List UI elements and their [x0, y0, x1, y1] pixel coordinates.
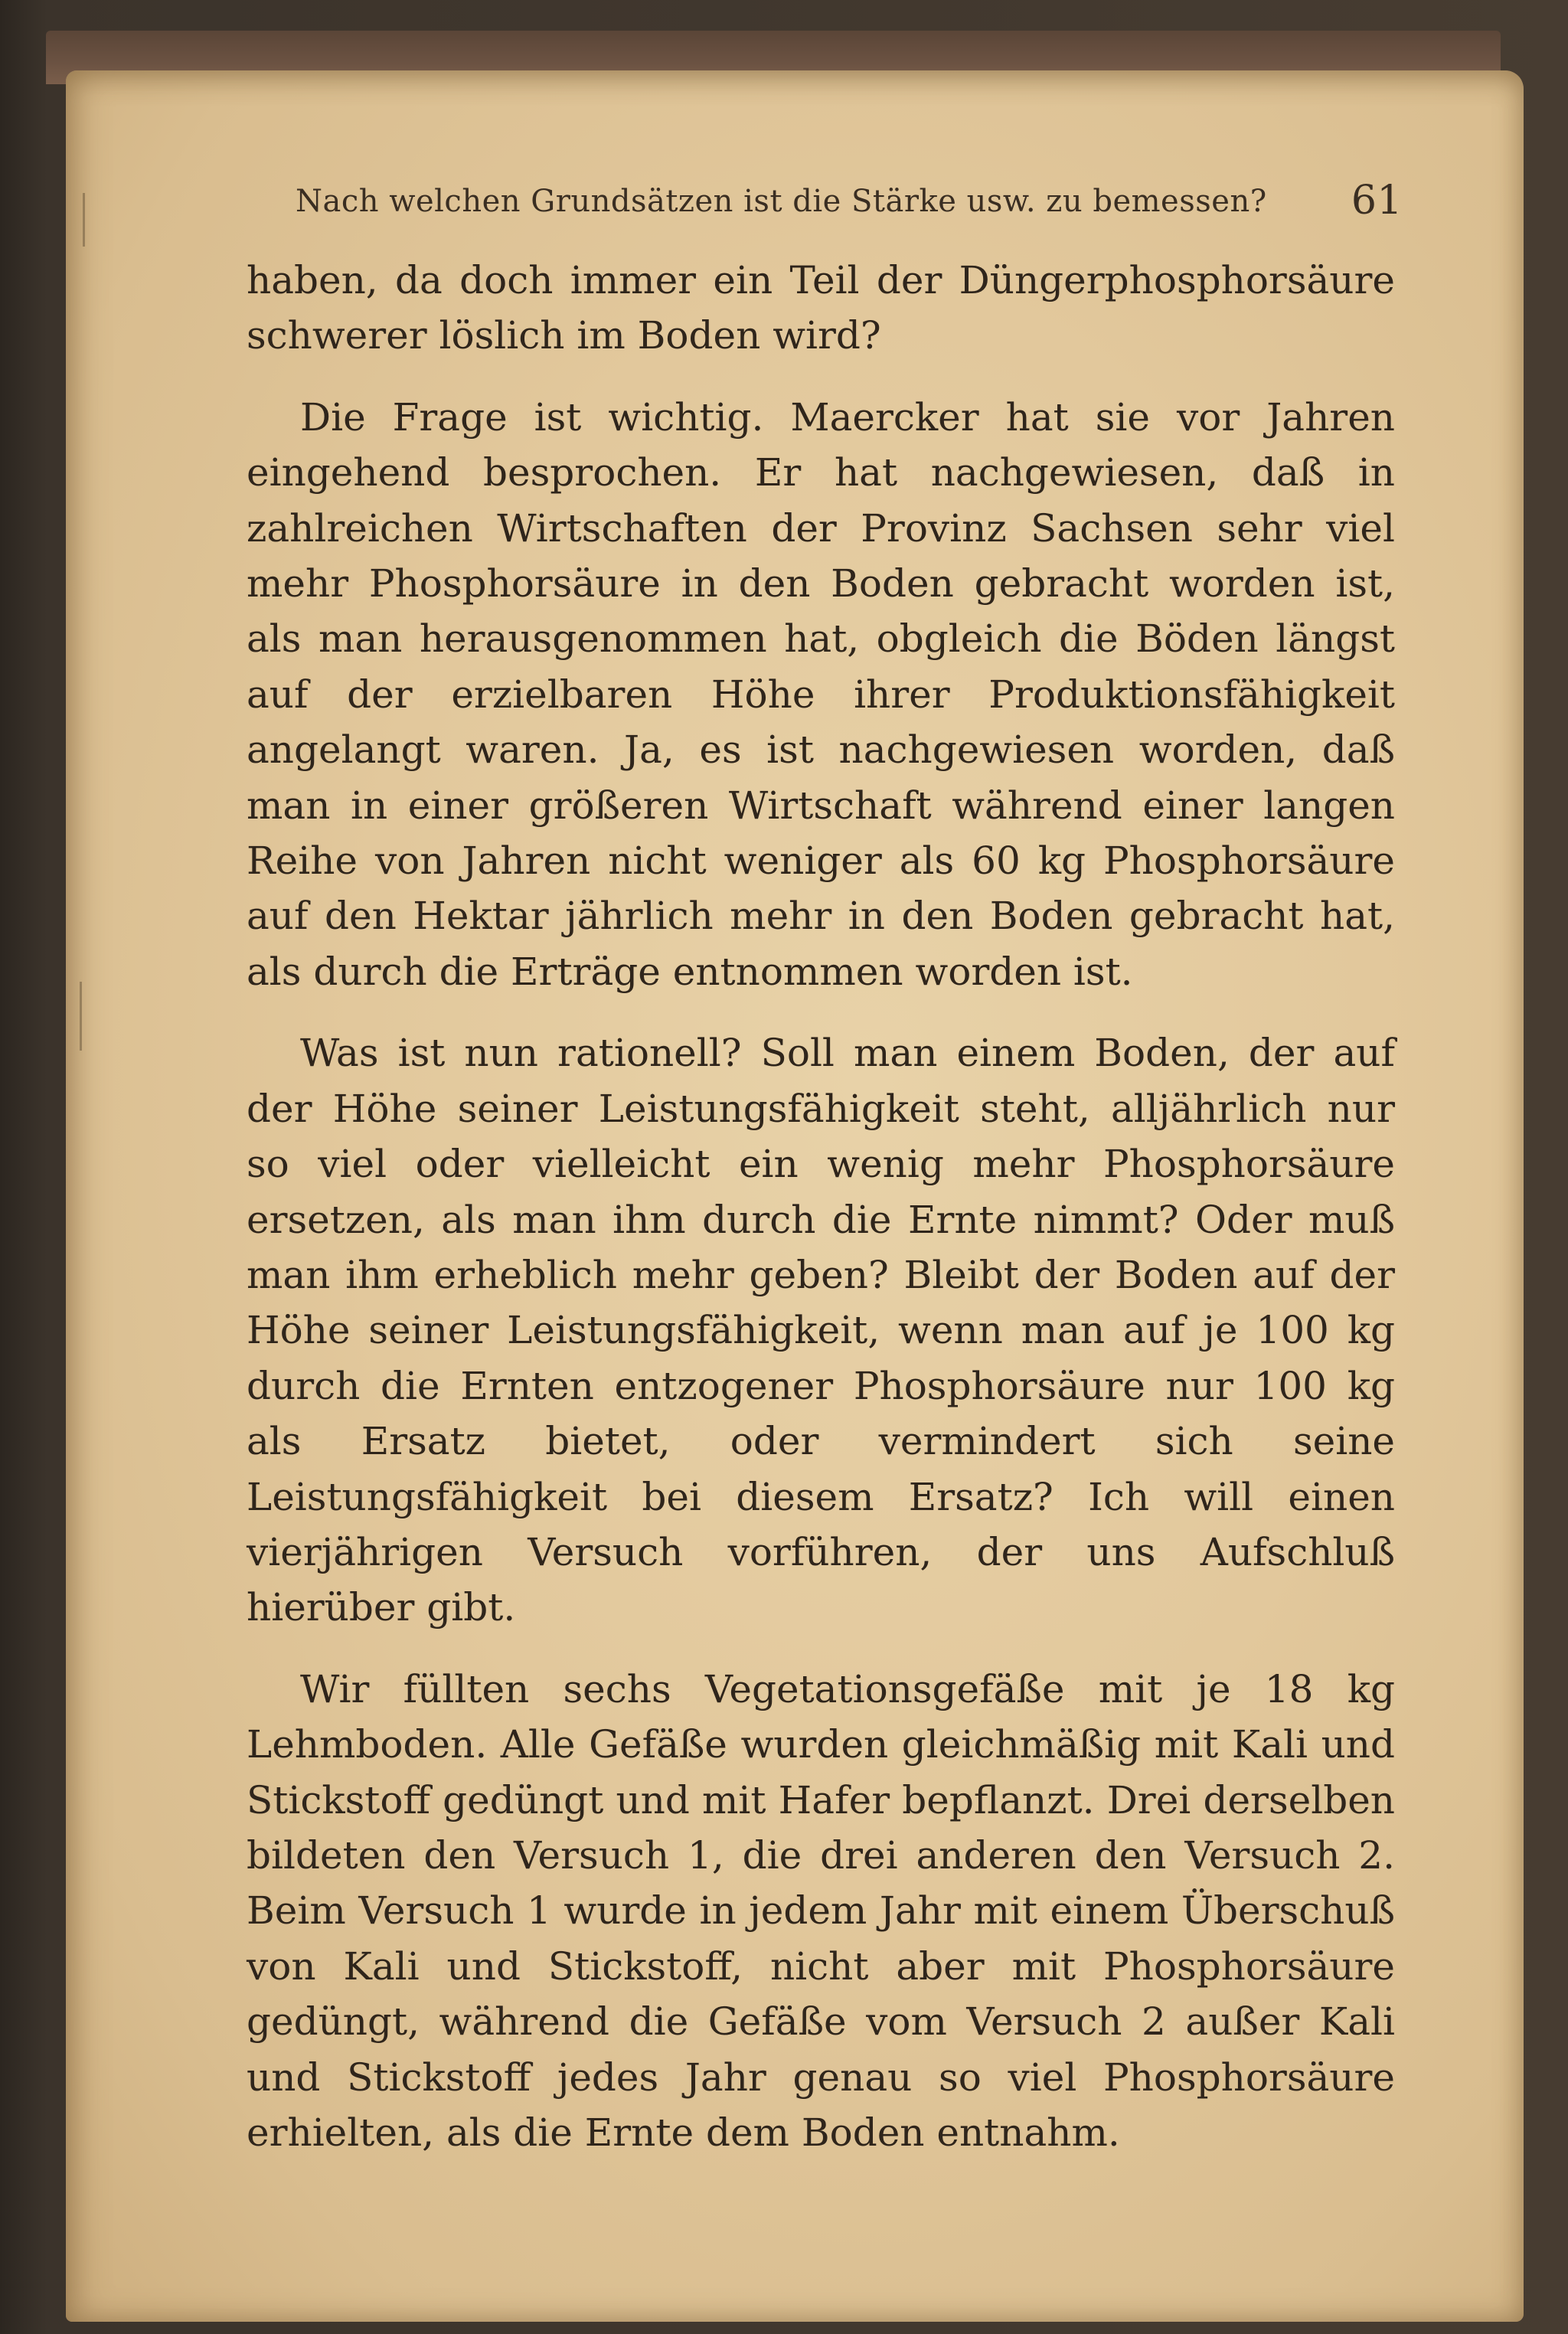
paragraph: Was ist nun rationell? Soll man einem Boden, der auf der Höhe seiner Leistungsfähigkeit steht, alljährlich nur so viel oder vielleicht ein wenig mehr Phosphorsäure ersetzen, als man ihm durch die Ernte nimmt? Oder muß man ihm erheblich mehr geben? Bleibt der Boden auf der Höhe seiner Leistungsfähigkeit, wenn man auf je 100 kg durch die Ernten entzogener Phosphorsäure nur 100 kg als Ersatz bietet, oder vermindert sich seine Leistungsfähigkeit bei diesem Ersatz? Ich will einen vierjährigen Versuch vorführen, der uns Aufschluß hierüber gibt. — [247, 1031, 1395, 1630]
page-number: 61 — [1351, 178, 1403, 224]
page-content — [247, 178, 1403, 2186]
paragraph: Wir füllten sechs Vegetationsgefäße mit je 18 kg Lehmboden. Alle Gefäße wurden gleichmäßig mit Kali und Stickstoff gedüngt und mit Hafer bepflanzt. Drei derselben bildeten den Versuch 1, die drei anderen den Versuch 2. Beim Versuch 1 wurde in jedem Jahr mit einem Überschuß von Kali und Stickstoff, nicht aber mit Phosphorsäure gedüngt, während die Gefäße vom Versuch 2 außer Kali und Stickstoff jedes Jahr genau so viel Phosphorsäure erhielten, als die Ernte dem Boden entnahm. — [247, 1666, 1395, 2155]
paragraph: Die Frage ist wichtig. Maercker hat sie vor Jahren eingehend besprochen. Er hat nachgewiesen, daß in zahlreichen Wirtschaften der Provinz Sachsen sehr viel mehr Phosphorsäure in den Boden gebracht worden ist, als man herausgenommen hat, obgleich die Böden längst auf der erzielbaren Höhe ihrer Produktionsfähigkeit angelangt waren. Ja, es ist nachgewiesen worden, daß man in einer größeren Wirtschaft während einer langen Reihe von Jahren nicht weniger als 60 kg Phosphorsäure auf den Hektar jährlich mehr in den Boden gebracht hat, als durch die Erträge entnommen worden ist. — [247, 394, 1395, 994]
running-title: Nach welchen Grundsätzen ist die Stärke usw. zu bemessen? — [296, 184, 1267, 219]
book-page — [66, 70, 1524, 2322]
paragraph: haben, da doch immer ein Teil der Düngerphosphorsäure schwerer löslich im Boden wird? — [247, 258, 1395, 358]
scan-speck — [83, 193, 85, 247]
body-text — [247, 253, 1395, 2160]
page-header — [247, 178, 1403, 236]
scan-speck — [80, 982, 82, 1051]
